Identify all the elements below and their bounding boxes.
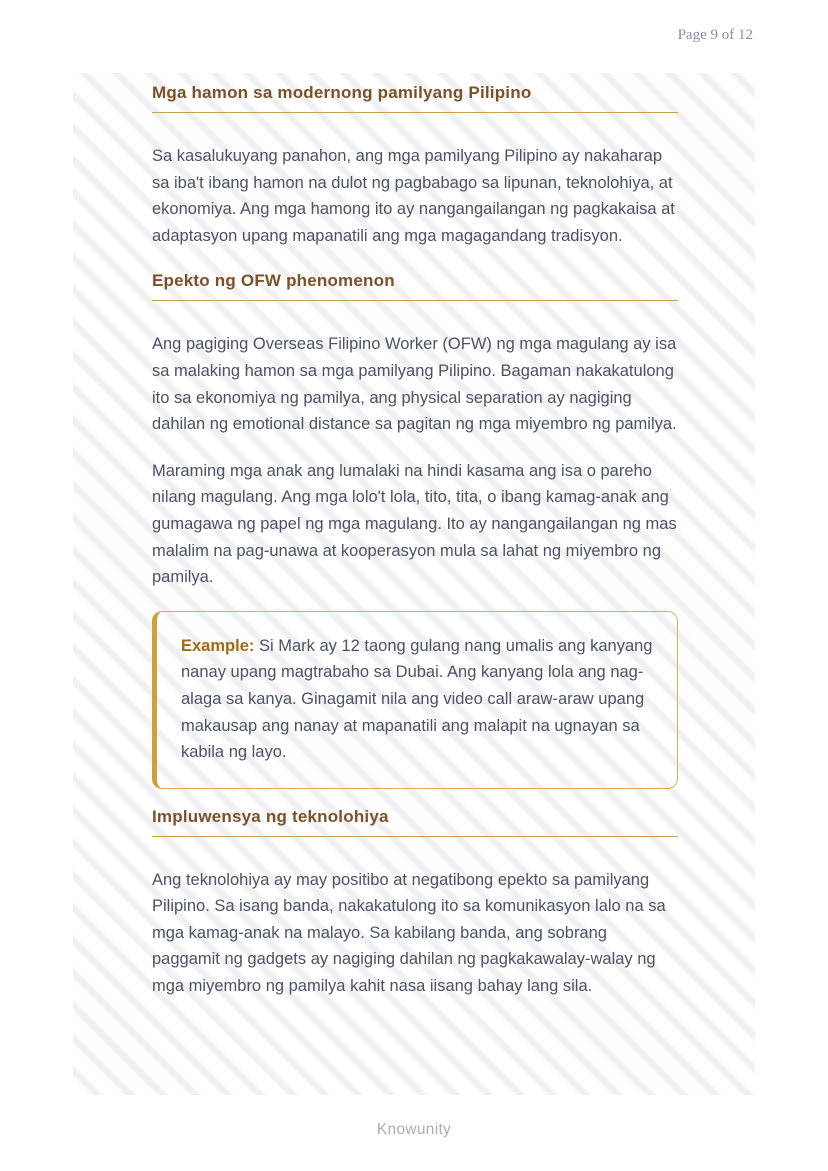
- example-label: Example:: [181, 636, 255, 655]
- section-impluwensya-teknolohiya: [152, 805, 678, 1000]
- section-mga-hamon: [152, 81, 678, 249]
- document-content-card: [73, 73, 755, 1095]
- section-heading: Epekto ng OFW phenomenon: [152, 269, 678, 301]
- paragraph: Maraming mga anak ang lumalaki na hindi kasama ang isa o pareho nilang magulang. Ang mga lolo't lola, tito, tita, o ibang kamag-anak ang gumagawa ng papel ng mga magulang. Ito ay nangangailangan ng mas malalim na pag-unawa at kooperasyon mula sa lahat ng miyembro ng pamilya.: [152, 461, 677, 587]
- section-heading: Mga hamon sa modernong pamilyang Pilipino: [152, 81, 678, 113]
- paragraph: Ang teknolohiya ay may positibo at negatibong epekto sa pamilyang Pilipino. Sa isang banda, nakakatulong ito sa komunikasyon lalo na sa mga kamag-anak na malayo. Sa kabilang banda, ang sobrang paggamit ng gadgets ay nagiging dahilan ng pagkakawalay-walay ng mga miyembro ng pamilya kahit nasa iisang bahay lang sila.: [152, 870, 666, 996]
- example-callout-box: [152, 611, 678, 789]
- paragraph: Sa kasalukuyang panahon, ang mga pamilyang Pilipino ay nakaharap sa iba't ibang hamon na dulot ng pagbabago sa lipunan, teknolohiya, at ekonomiya. Ang mga hamong ito ay nangangailangan ng pagkakaisa at adaptasyon upang mapanatili ang mga magagandang tradisyon.: [152, 147, 675, 245]
- content-column: [73, 73, 678, 1000]
- paragraph: Ang pagiging Overseas Filipino Worker (OFW) ng mga magulang ay isa sa malaking hamon sa mga pamilyang Pilipino. Bagaman nakakatulong ito sa ekonomiya ng pamilya, ang physical separation ay nagiging dahilan ng emotional distance sa pagitan ng mga miyembro ng pamilya.: [152, 335, 677, 434]
- section-epekto-ofw: [152, 269, 678, 788]
- section-heading: Impluwensya ng teknolohiya: [152, 805, 678, 837]
- example-text: [181, 633, 653, 766]
- brand-footer: Knowunity: [376, 1121, 452, 1138]
- page-number-indicator: Page 9 of 12: [677, 27, 753, 43]
- example-body: Si Mark ay 12 taong gulang nang umalis ang kanyang nanay upang magtrabaho sa Dubai. Ang kanyang lola ang nag-alaga sa kanya. Ginagamit nila ang video call araw-araw upang makausap ang nanay at mapanatili ang malapit na ugnayan sa kabila ng layo.: [181, 636, 653, 762]
